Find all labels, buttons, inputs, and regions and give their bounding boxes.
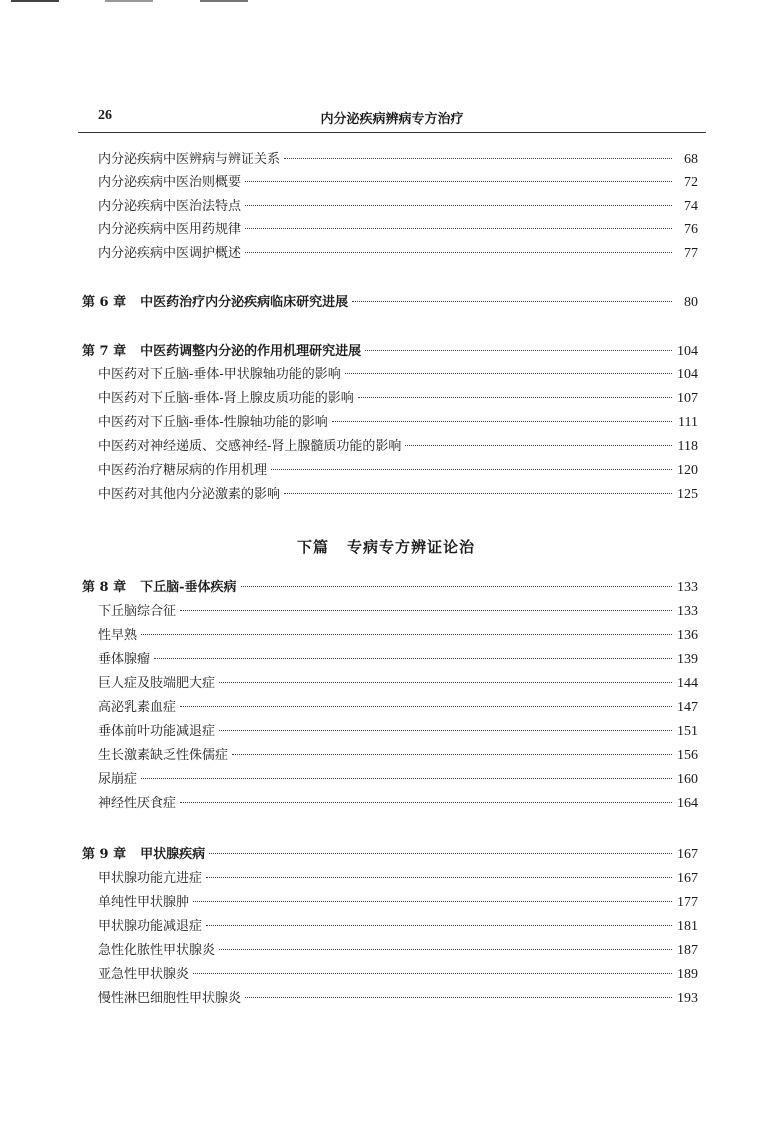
page-ref: 167 [677,847,698,862]
dot-leader [180,801,672,803]
entry-title: 生长激素缺乏性侏儒症 [98,748,229,763]
dot-leader [365,349,672,351]
page-ref: 187 [677,943,698,958]
dot-leader [245,251,672,253]
toc-entry-row[interactable] [98,967,698,983]
entry-title: 内分泌疾病中医治则概要 [98,175,242,190]
dot-leader [209,852,672,854]
page-ref: 147 [677,700,698,715]
toc-entry-row[interactable] [98,152,698,168]
dot-leader [219,681,672,683]
page-ref: 156 [677,748,698,763]
toc-chapter-row[interactable] [82,847,698,863]
page-ref: 164 [677,796,698,811]
toc-entry-row[interactable] [98,628,698,644]
entry-title: 垂体腺瘤 [98,652,151,667]
page-ref: 74 [684,199,698,214]
page-ref: 68 [684,152,698,167]
dot-leader [206,876,672,878]
header-rule [78,132,706,133]
toc-entry-row[interactable] [98,700,698,716]
toc-entry-row[interactable] [98,943,698,959]
page-ref: 80 [684,295,698,310]
page-ref: 193 [677,991,698,1006]
toc-chapter-row[interactable] [82,295,698,311]
toc-entry-row[interactable] [98,175,698,191]
dot-leader [141,633,672,635]
page-ref: 111 [678,415,698,430]
entry-title: 单纯性甲状腺肿 [98,895,190,910]
dot-leader [180,705,672,707]
page-ref: 177 [677,895,698,910]
dot-leader [232,753,672,755]
toc-entry-row[interactable] [98,367,698,383]
toc-entry-row[interactable] [98,676,698,692]
page-ref: 72 [684,175,698,190]
entry-title: 内分泌疾病中医调护概述 [98,246,242,261]
dot-leader [245,996,672,998]
page-ref: 160 [677,772,698,787]
dot-leader [284,157,672,159]
page-ref: 76 [684,222,698,237]
page-ref: 133 [677,604,698,619]
entry-title: 神经性厌食症 [98,796,177,811]
entry-title: 内分泌疾病中医用药规律 [98,222,242,237]
entry-title: 急性化脓性甲状腺炎 [98,943,216,958]
dot-leader [193,900,672,902]
dot-leader [271,468,672,470]
toc-entry-row[interactable] [98,199,698,215]
scan-mark [11,0,59,2]
dot-leader [154,657,672,659]
page-ref: 151 [677,724,698,739]
dot-leader [180,609,672,611]
chapter-title: 中医药治疗内分泌疾病临床研究进展 [140,295,349,310]
entry-title: 中医药对其他内分泌激素的影响 [98,487,281,502]
toc-entry-row[interactable] [98,772,698,788]
toc-chapter-row[interactable] [82,344,698,360]
dot-leader [345,372,672,374]
dot-leader [206,924,672,926]
dot-leader [332,420,672,422]
page-ref: 189 [677,967,698,982]
page-ref: 77 [684,246,698,261]
toc-entry-row[interactable] [98,439,698,455]
page-ref: 136 [677,628,698,643]
toc-chapter-row[interactable] [82,580,698,596]
scan-mark [200,0,248,2]
entry-title: 性早熟 [98,628,138,643]
entry-title: 甲状腺功能亢进症 [98,871,203,886]
dot-leader [245,180,672,182]
page-ref: 167 [677,871,698,886]
page-number: 26 [98,108,112,123]
toc-entry-row[interactable] [98,652,698,668]
toc-entry-row[interactable] [98,391,698,407]
scan-mark [105,0,153,2]
entry-title: 内分泌疾病中医治法特点 [98,199,242,214]
page-ref: 120 [677,463,698,478]
entry-title: 垂体前叶功能减退症 [98,724,216,739]
toc-entry-row[interactable] [98,919,698,935]
page-ref: 125 [677,487,698,502]
dot-leader [284,492,672,494]
toc-entry-row[interactable] [98,871,698,887]
page-header [78,108,706,130]
toc-entry-row[interactable] [98,415,698,431]
toc-entry-row[interactable] [98,724,698,740]
toc-entry-row[interactable] [98,796,698,812]
toc-entry-row[interactable] [98,246,698,262]
entry-title: 中医药对下丘脑-垂体-肾上腺皮质功能的影响 [98,391,354,406]
chapter-number: 第 7 章 [82,344,127,359]
entry-title: 巨人症及肢端肥大症 [98,676,216,691]
running-title: 内分泌疾病辨病专方治疗 [320,112,464,127]
page-ref: 104 [677,367,698,382]
chapter-number: 第 9 章 [82,847,127,862]
page-ref: 107 [677,391,698,406]
entry-title: 内分泌疾病中医辨病与辨证关系 [98,152,281,167]
toc-entry-row[interactable] [98,463,698,479]
entry-title: 中医药对下丘脑-垂体-甲状腺轴功能的影响 [98,367,341,382]
page-ref: 133 [677,580,698,595]
chapter-title: 下丘脑-垂体疾病 [140,580,237,595]
page-ref: 139 [677,652,698,667]
entry-title: 中医药对下丘脑-垂体-性腺轴功能的影响 [98,415,328,430]
dot-leader [358,396,672,398]
dot-leader [219,948,672,950]
page-ref: 104 [677,344,698,359]
dot-leader [141,777,672,779]
entry-title: 中医药治疗糖尿病的作用机理 [98,463,268,478]
dot-leader [352,300,672,302]
page-ref: 144 [677,676,698,691]
dot-leader [219,729,672,731]
part-title [0,536,772,557]
entry-title: 中医药对神经递质、交感神经-肾上腺髓质功能的影响 [98,439,402,454]
toc-entry-row[interactable] [98,895,698,911]
chapter-title: 中医药调整内分泌的作用机理研究进展 [140,344,362,359]
dot-leader [405,444,672,446]
dot-leader [193,972,672,974]
entry-title: 尿崩症 [98,772,138,787]
part-name: 专病专方辨证论治 [347,538,476,556]
entry-title: 慢性淋巴细胞性甲状腺炎 [98,991,242,1006]
dot-leader [245,227,672,229]
chapter-number: 第 6 章 [82,295,127,310]
toc-entry-row[interactable] [98,604,698,620]
dot-leader [245,204,672,206]
toc-entry-row[interactable] [98,748,698,764]
part-label: 下篇 [296,538,329,556]
page-ref: 181 [677,919,698,934]
entry-title: 甲状腺功能减退症 [98,919,203,934]
entry-title: 亚急性甲状腺炎 [98,967,190,982]
chapter-title: 甲状腺疾病 [140,847,206,862]
chapter-number: 第 8 章 [82,580,127,595]
toc-entry-row[interactable] [98,222,698,238]
dot-leader [241,585,672,587]
toc-entry-row[interactable] [98,487,698,503]
toc-entry-row[interactable] [98,991,698,1007]
entry-title: 下丘脑综合征 [98,604,177,619]
page-ref: 118 [677,439,698,454]
entry-title: 高泌乳素血症 [98,700,177,715]
